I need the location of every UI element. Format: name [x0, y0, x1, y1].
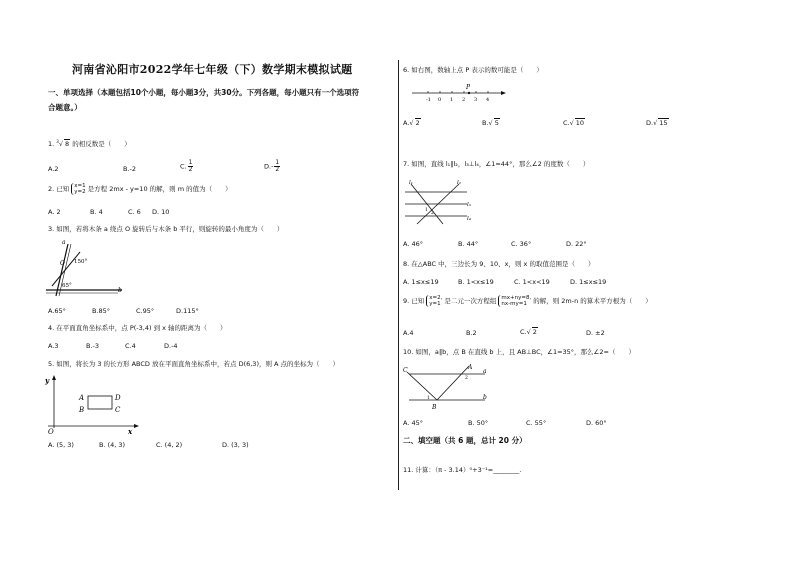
q5-x-arrow	[134, 424, 139, 428]
q5-figure	[44, 374, 144, 436]
q6-point-p-dot	[468, 92, 470, 94]
q3-angle-65: 65°	[62, 283, 72, 289]
q1-d-denominator: 2	[275, 166, 280, 173]
q8-option-b: B. 1<x≤19	[458, 278, 494, 286]
q3-option-a: A.65°	[48, 307, 66, 315]
q3-label-o: O	[60, 260, 65, 267]
q2-system-line1: x=1	[74, 183, 86, 189]
q10-segment-ba	[437, 366, 469, 400]
q1-option-d	[264, 160, 281, 173]
q5-stem: 5. 如图，将长为 3 的长方形 ABCD 放在平面直角坐标系中，若点 D(6,3)，则 A 点的坐标为（ ）	[48, 360, 340, 368]
q10-option-a: A. 45°	[403, 419, 423, 427]
q5-label-c: C	[115, 406, 121, 414]
q7-label-l3: l₃	[467, 202, 471, 208]
q6-option-c: C.√ 10	[563, 119, 585, 127]
q9-equation-system	[498, 295, 531, 307]
q3-label-b: b	[118, 287, 122, 294]
q4-stem: 4. 在平面直角坐标系中，点 P(-3,4) 到 x 轴的距离为（ ）	[48, 324, 227, 332]
q10-option-c: C. 55°	[526, 419, 547, 427]
q6-tick-label: 1	[450, 97, 454, 103]
section2-heading: 二、填空题（共 6 题，总计 20 分）	[403, 436, 527, 445]
q6-a-label: A.	[403, 119, 410, 127]
q3-figure	[44, 238, 134, 298]
q7-option-b: B. 44°	[458, 240, 479, 248]
q3-stem: 3. 如图，若将木条 a 绕点 O 旋转后与木条 b 平行，则旋转的最小角度为（ ）	[48, 225, 284, 233]
q6-c-radicand: 10	[575, 119, 585, 127]
column-divider	[398, 60, 399, 490]
q5-option-b: B. (4, 3)	[99, 441, 126, 449]
q1-option-b: B.-2	[123, 165, 137, 173]
q3-label-a: a	[62, 239, 66, 246]
q3-angle-150: 150°	[74, 259, 88, 265]
q6-number-line	[410, 83, 510, 105]
q10-option-b: B. 50°	[468, 419, 489, 427]
q10-label-a-point: A	[468, 364, 473, 371]
q10-angle-1: 1	[427, 396, 430, 401]
q10-label-line-a: a	[483, 368, 487, 375]
q7-label-l2: l₂	[457, 180, 461, 186]
q5-label-x: x	[128, 427, 133, 436]
q9-c-radicand: 2	[532, 328, 537, 336]
q3-option-d: D.115°	[176, 307, 199, 315]
q1-option-a: A.2	[48, 165, 59, 173]
q1-option-c-label: C.	[180, 162, 187, 171]
q5-y-arrow	[52, 375, 56, 380]
q5-option-d: D. (3, 3)	[222, 441, 249, 449]
q2-option-a: A. 2	[48, 208, 61, 216]
q10-angle-2: 2	[465, 376, 468, 381]
q1-stem-suffix: 的相反数是（ ）	[72, 140, 131, 149]
q7-angle-2: 2	[431, 211, 434, 216]
q1-radicand: 8	[64, 140, 70, 149]
q11-stem: 11. 计算：（π - 3.14）⁰+3⁻¹=________.	[403, 466, 522, 474]
q6-option-b: B.√ 5	[482, 119, 499, 127]
q4-option-b: B.-3	[86, 342, 100, 350]
q6-option-a: A.√ 2	[403, 119, 420, 127]
q5-rectangle	[88, 396, 112, 409]
q1-option-c-fraction	[188, 160, 194, 173]
q2-system-line2: y=2	[74, 189, 86, 195]
q2-option-c: C. 6	[128, 208, 141, 216]
q1-option-d-fraction	[274, 160, 280, 173]
q7-angle-1: 1	[425, 208, 428, 213]
q1-option-d-label: D.-	[264, 162, 274, 171]
q6-b-label: B.	[482, 119, 489, 127]
q9-solution-line2: y=1	[429, 301, 441, 307]
q6-tick-label: 0	[438, 97, 442, 103]
q2-stem-suffix: 是方程 2mx - y=10 的解，则 m 的值为（ ）	[87, 185, 232, 193]
q9-option-a: A.4	[403, 329, 414, 337]
q4-option-a: A.3	[48, 342, 59, 350]
q5-label-b: B	[79, 406, 85, 414]
q9-option-c: C.√ 2	[520, 328, 537, 336]
q6-stem: 6. 如右图，数轴上点 P 表示的数可能是（ ）	[403, 66, 543, 74]
q2-option-d: D. 10	[152, 208, 170, 216]
q9-solution-line1: x=2,	[429, 295, 443, 301]
q8-option-d: D. 1≤x≤19	[570, 278, 607, 286]
q8-option-c: C. 1<x<19	[514, 278, 550, 286]
q1-radical-index: 3	[56, 139, 59, 144]
q9-option-d: D. ±2	[586, 329, 605, 337]
q1-c-numerator: 1	[188, 159, 193, 166]
q8-option-a: A. 1≤x≤19	[403, 278, 439, 286]
q8-stem: 8. 在△ABC 中，三边长为 9、10、x，则 x 的取值范围是（ ）	[403, 260, 595, 268]
q7-stem: 7. 如图，直线 l₁∥l₂，l₃⊥l₄，∠1=44°，那么∠2 的度数（ ）	[403, 160, 590, 168]
q1-d-numerator: 1	[275, 159, 280, 166]
q3-option-b: B.85°	[92, 307, 111, 315]
q9-stem-suffix: 的解，则 2m-n 的算术平方根为（ ）	[533, 297, 652, 305]
q10-label-line-b: b	[483, 394, 487, 401]
q2-option-b: B. 4	[90, 208, 103, 216]
q10-segment-bc	[407, 372, 437, 400]
q1-option-c	[180, 160, 194, 173]
q6-b-radicand: 5	[494, 119, 499, 127]
q7-option-a: A. 46°	[403, 240, 423, 248]
section1-heading-line2: 合题意。）	[48, 103, 82, 112]
q6-option-d: D.√ 15	[646, 119, 668, 127]
q6-tick-label: -1	[426, 97, 431, 103]
q6-c-label: C.	[563, 119, 570, 127]
q9-stem-mid: 是二元一次方程组	[444, 297, 497, 305]
q1-number: 1.	[48, 140, 55, 149]
q2-equation-system	[71, 183, 85, 195]
q5-label-o: O	[48, 428, 54, 436]
q7-option-d: D. 22°	[566, 240, 587, 248]
q1-stem: 1. $^3$√ 8 的相反数是（ ）	[48, 139, 131, 149]
q5-option-a: A. (5, 3)	[48, 441, 74, 449]
q4-option-c: C.4	[125, 342, 136, 350]
q6-a-radicand: 2	[415, 119, 420, 127]
q7-label-l1: l₁	[409, 180, 413, 186]
q6-tick-label: 3	[474, 97, 478, 103]
q10-stem: 10. 如图，a∥b，点 B 在直线 b 上，且 AB⊥BC，∠1=35°，那么∠2=（ ）	[403, 348, 635, 356]
q9-stem-prefix: 9. 已知	[403, 297, 425, 305]
q9-equation-line2: nx-my=1	[501, 301, 527, 307]
q9-option-b: B.2	[466, 329, 477, 337]
q10-label-b-point: B	[432, 404, 437, 411]
q5-label-y: y	[45, 376, 50, 385]
q10-option-d: D. 60°	[586, 419, 607, 427]
q2-stem-prefix: 2. 已知	[48, 185, 70, 193]
q6-point-p-label: P	[466, 84, 471, 91]
q9-c-label: C.	[520, 328, 527, 336]
q6-tick-label: 2	[462, 97, 466, 103]
q5-label-d: D	[115, 394, 121, 402]
q1-c-denominator: 2	[188, 166, 193, 173]
q9-equation-line1: mx+ny=8,	[501, 295, 532, 301]
q4-option-d: D.-4	[164, 342, 178, 350]
section1-heading-line1: 一、单项选择（本题包括10个小题，每小题3分，共30分。下列各题，每小题只有一个选项符	[48, 88, 360, 97]
q2-stem	[48, 183, 232, 195]
q9-solution-system	[426, 295, 442, 307]
q6-axis-arrow	[501, 91, 506, 95]
exam-title: 河南省沁阳市2022学年七年级（下）数学期末模拟试题	[72, 63, 353, 76]
q5-option-c: C. (4, 2)	[156, 441, 183, 449]
q7-option-c: C. 36°	[511, 240, 532, 248]
q6-d-radicand: 15	[659, 119, 668, 127]
q3-line-c	[52, 252, 80, 286]
q3-option-c: C.95°	[136, 307, 155, 315]
q9-stem	[403, 295, 652, 307]
q10-figure	[403, 362, 493, 414]
q10-label-c: C	[403, 367, 408, 374]
q6-d-label: D.	[646, 119, 654, 127]
q5-label-a: A	[79, 394, 85, 402]
q7-label-l4: l₄	[467, 216, 471, 222]
q6-tick-label: 4	[486, 97, 490, 103]
q7-figure	[403, 176, 473, 228]
